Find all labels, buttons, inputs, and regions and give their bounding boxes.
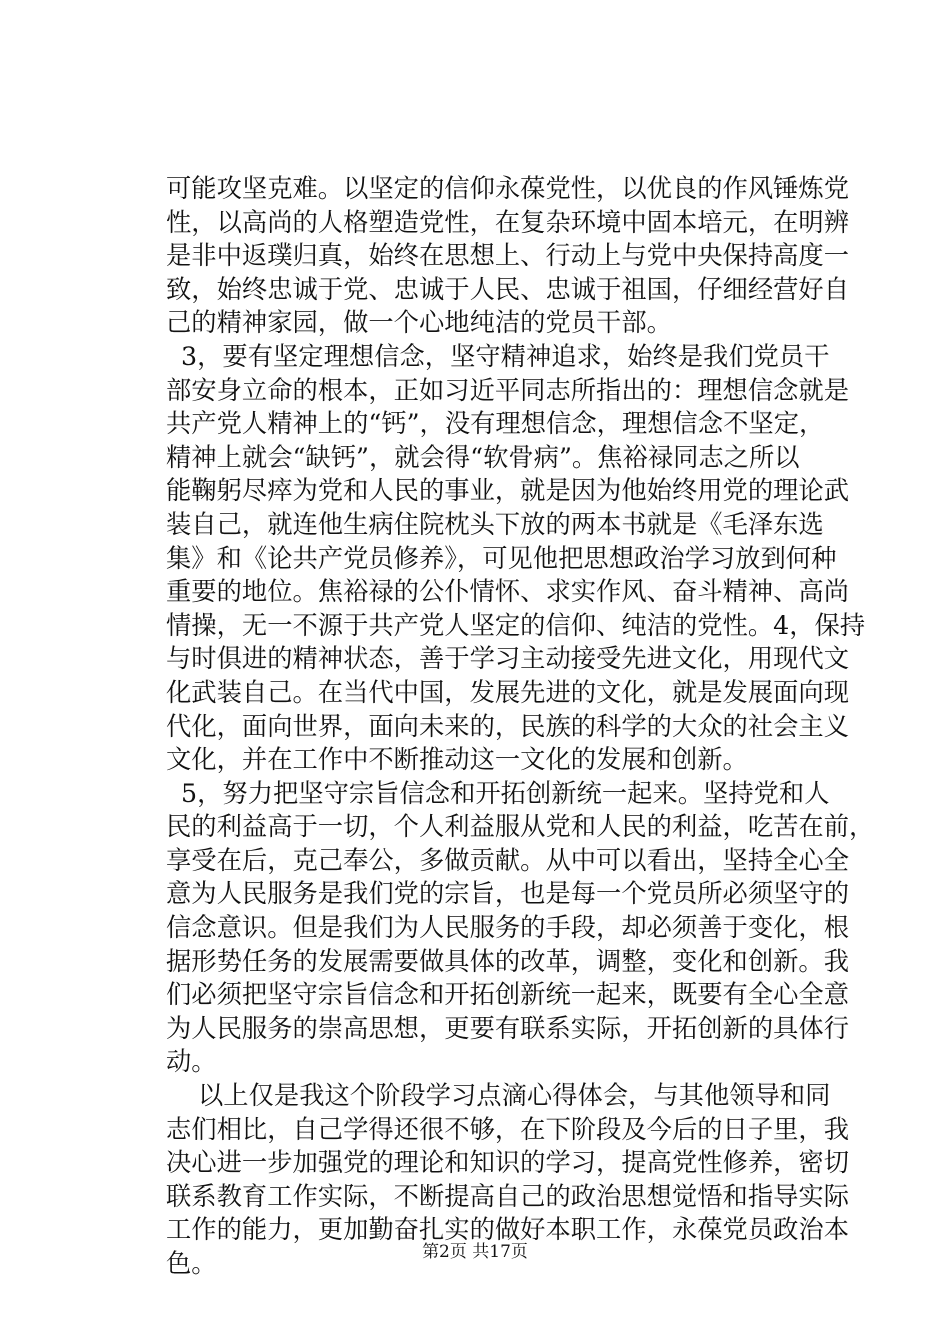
text-line: 据形势任务的发展需要做具体的改革，调整，变化和创新。我 (166, 946, 850, 976)
text-line: 志们相比，自己学得还很不够，在下阶段及今后的日子里，我 (166, 1114, 850, 1144)
text-line: 工作的能力，更加勤奋扎实的做好本职工作，永葆党员政治本 (166, 1215, 850, 1245)
text-line: 能鞠躬尽瘁为党和人民的事业，就是因为他始终用党的理论武 (166, 476, 850, 506)
page-number-footer: 第2页 共17页 (422, 1242, 528, 1262)
text-line: 文化，并在工作中不断推动这一文化的发展和创新。 (166, 745, 748, 775)
text-line: 意为人民服务是我们党的宗旨，也是每一个党员所必须坚守的 (166, 879, 850, 909)
text-line: 色。 (166, 1249, 217, 1278)
paragraph-start-line: 5，努力把坚守宗旨信念和开拓创新统一起来。坚持党和人 (181, 778, 830, 808)
text-line: 性，以高尚的人格塑造党性，在复杂环境中固本培元，在明辨 (166, 207, 850, 237)
text-line: 民的利益高于一切，个人利益服从党和人民的利益，吃苦在前， (166, 812, 875, 842)
text-line: 为人民服务的崇高思想，更要有联系实际，开拓创新的具体行 (166, 1013, 850, 1043)
text-line: 联系教育工作实际，不断提高自己的政治思想觉悟和指导实际 (166, 1181, 850, 1211)
text-line: 决心进一步加强党的理论和知识的学习，提高党性修养，密切 (166, 1148, 850, 1178)
paragraph-start-line: 以上仅是我这个阶段学习点滴心得体会，与其他领导和同 (198, 1081, 831, 1111)
text-line: 致，始终忠诚于党、忠诚于人民、忠诚于祖国，仔细经营好自 (166, 274, 850, 304)
text-line: 享受在后，克己奉公，多做贡献。从中可以看出，坚持全心全 (166, 845, 850, 875)
document-body (166, 172, 875, 1281)
text-line: 集》和《论共产党员修养》，可见他把思想政治学习放到何种 (166, 543, 837, 573)
text-line: 重要的地位。焦裕禄的公仆情怀、求实作风、奋斗精神、高尚 (166, 577, 850, 607)
paragraph-start-line: 3，要有坚定理想信念，坚守精神追求，始终是我们党员干 (181, 341, 830, 371)
text-line: 化武装自己。在当代中国，发展先进的文化，就是发展面向现 (166, 677, 850, 707)
text-line: 精神上就会“缺钙”，就会得“软骨病”。焦裕禄同志之所以 (166, 442, 800, 472)
text-line: 动。 (166, 1047, 217, 1077)
text-line: 代化，面向世界，面向未来的，民族的科学的大众的社会主义 (166, 711, 850, 741)
text-line: 己的精神家园，做一个心地纯洁的党员干部。 (166, 308, 672, 338)
text-line: 是非中返璞归真，始终在思想上、行动上与党中央保持高度一 (166, 241, 850, 271)
text-line: 部安身立命的根本，正如习近平同志所指出的：理想信念就是 (166, 375, 850, 405)
text-line: 可能攻坚克难。以坚定的信仰永葆党性，以优良的作风锤炼党 (166, 174, 850, 203)
text-line: 与时俱进的精神状态，善于学习主动接受先进文化，用现代文 (166, 644, 850, 674)
text-line: 装自己，就连他生病住院枕头下放的两本书就是《毛泽东选 (166, 509, 824, 539)
text-line: 共产党人精神上的“钙”，没有理想信念，理想信念不坚定， (166, 409, 825, 439)
text-line: 信念意识。但是我们为人民服务的手段，却必须善于变化，根 (166, 913, 850, 943)
text-line: 们必须把坚守宗旨信念和开拓创新统一起来，既要有全心全意 (166, 980, 850, 1010)
text-line: 情操，无一不源于共产党人坚定的信仰、纯洁的党性。4，保持 (166, 610, 866, 640)
